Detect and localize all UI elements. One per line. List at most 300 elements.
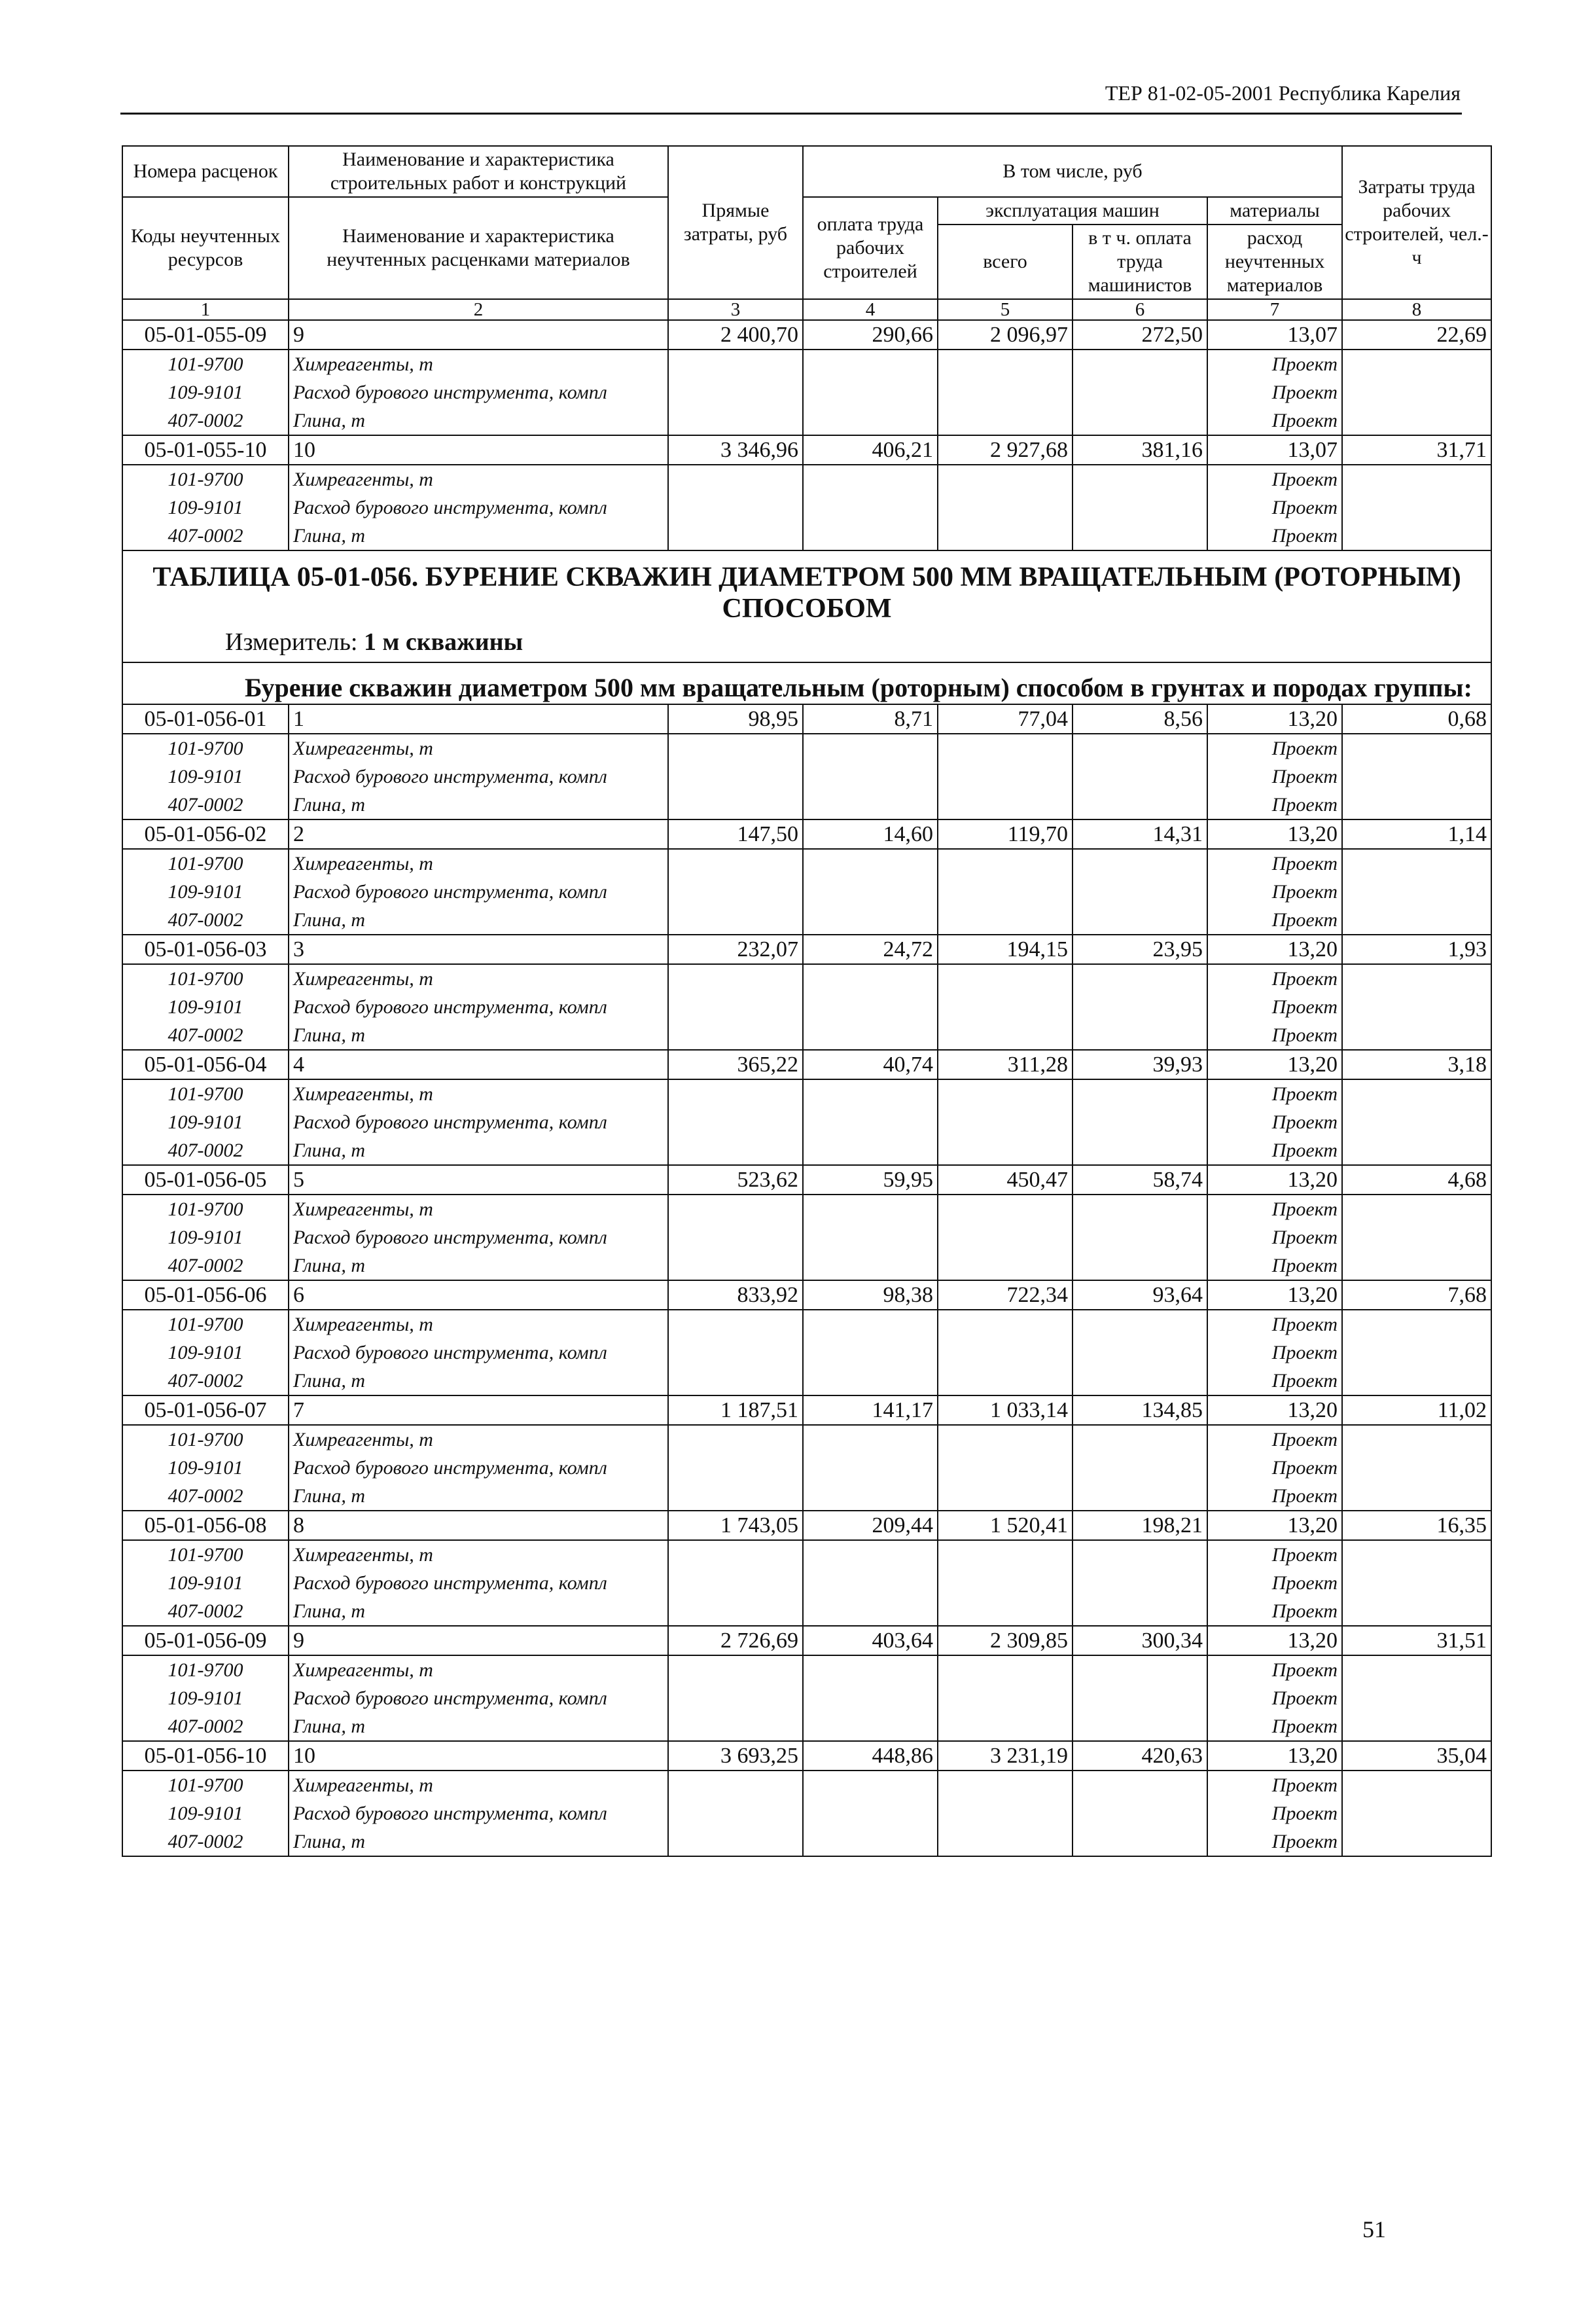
machine-labor-cost: 300,34 [1073, 1626, 1207, 1655]
resource-name: Расход бурового инструмента, компл [289, 1339, 668, 1367]
resource-row [122, 1195, 1491, 1223]
empty-cell [1073, 1223, 1207, 1251]
empty-cell [803, 1597, 938, 1626]
rate-code: 05-01-056-08 [122, 1511, 289, 1540]
table-body-main [122, 704, 1491, 1856]
table-row [122, 1511, 1491, 1540]
head-col1-bottom: Коды неучтенных ресурсов [122, 197, 289, 299]
empty-cell [938, 1540, 1073, 1569]
resource-code: 101-9700 [122, 1771, 289, 1799]
empty-cell [803, 1367, 938, 1395]
machine-labor-cost: 381,16 [1073, 435, 1207, 465]
empty-cell [1342, 1569, 1491, 1597]
resource-value: Проект [1207, 906, 1342, 935]
empty-cell [803, 1540, 938, 1569]
head-col6: в т ч. оплата труда машинистов [1073, 225, 1207, 299]
rate-name: 4 [289, 1050, 668, 1079]
resource-value: Проект [1207, 1339, 1342, 1367]
empty-cell [938, 494, 1073, 522]
rate-name: 10 [289, 435, 668, 465]
empty-cell [1342, 763, 1491, 791]
table-row [122, 320, 1491, 350]
empty-cell [803, 1251, 938, 1280]
empty-cell [938, 1425, 1073, 1454]
empty-cell [938, 763, 1073, 791]
empty-cell [938, 1195, 1073, 1223]
rate-code: 05-01-056-03 [122, 935, 289, 964]
labor-cost: 8,71 [803, 704, 938, 734]
direct-cost: 3 346,96 [668, 435, 803, 465]
resource-value: Проект [1207, 1482, 1342, 1511]
empty-cell [1073, 1482, 1207, 1511]
empty-cell [668, 1827, 803, 1856]
resource-name: Химреагенты, т [289, 350, 668, 378]
labor-hours: 22,69 [1342, 320, 1491, 350]
empty-cell [1073, 1367, 1207, 1395]
resource-code: 109-9101 [122, 1454, 289, 1482]
empty-cell [1073, 906, 1207, 935]
resource-row [122, 494, 1491, 522]
labor-hours: 1,93 [1342, 935, 1491, 964]
machine-labor-cost: 58,74 [1073, 1165, 1207, 1195]
head-group: В том числе, руб [803, 146, 1342, 197]
resource-row [122, 1597, 1491, 1626]
empty-cell [1342, 964, 1491, 993]
empty-cell [803, 1425, 938, 1454]
empty-cell [803, 1569, 938, 1597]
resource-row [122, 1251, 1491, 1280]
empty-cell [1073, 1655, 1207, 1684]
resource-value: Проект [1207, 763, 1342, 791]
table-row [122, 1741, 1491, 1771]
empty-cell [1342, 878, 1491, 906]
rate-code: 05-01-056-04 [122, 1050, 289, 1079]
labor-hours: 0,68 [1342, 704, 1491, 734]
empty-cell [1073, 1771, 1207, 1799]
empty-cell [668, 378, 803, 406]
header-rule [120, 113, 1462, 115]
empty-cell [938, 1827, 1073, 1856]
resource-code: 407-0002 [122, 406, 289, 435]
empty-cell [1342, 1655, 1491, 1684]
empty-cell [803, 1712, 938, 1741]
resource-row [122, 1655, 1491, 1684]
resource-name: Глина, т [289, 406, 668, 435]
empty-cell [668, 1195, 803, 1223]
rate-code: 05-01-056-09 [122, 1626, 289, 1655]
empty-cell [938, 1482, 1073, 1511]
resource-code: 407-0002 [122, 1021, 289, 1050]
resource-row [122, 1454, 1491, 1482]
machine-cost: 2 096,97 [938, 320, 1073, 350]
empty-cell [1342, 1482, 1491, 1511]
empty-cell [938, 906, 1073, 935]
machine-labor-cost: 23,95 [1073, 935, 1207, 964]
empty-cell [803, 849, 938, 878]
resource-code: 101-9700 [122, 1079, 289, 1108]
column-number: 2 [289, 299, 668, 320]
resource-code: 109-9101 [122, 378, 289, 406]
empty-cell [938, 1454, 1073, 1482]
resource-name: Химреагенты, т [289, 1310, 668, 1339]
empty-cell [668, 906, 803, 935]
empty-cell [1342, 1021, 1491, 1050]
resource-code: 101-9700 [122, 350, 289, 378]
material-cost: 13,20 [1207, 1280, 1342, 1310]
labor-hours: 16,35 [1342, 1511, 1491, 1540]
rate-name: 2 [289, 819, 668, 849]
empty-cell [668, 1540, 803, 1569]
resource-value: Проект [1207, 522, 1342, 550]
empty-cell [1342, 791, 1491, 819]
resource-row [122, 1136, 1491, 1165]
resource-value: Проект [1207, 1799, 1342, 1827]
rate-name: 10 [289, 1741, 668, 1771]
measure-value: 1 м скважины [364, 628, 523, 656]
resource-value: Проект [1207, 1454, 1342, 1482]
column-number: 6 [1073, 299, 1207, 320]
labor-hours: 3,18 [1342, 1050, 1491, 1079]
empty-cell [1342, 993, 1491, 1021]
resource-name: Расход бурового инструмента, компл [289, 878, 668, 906]
resource-row [122, 465, 1491, 494]
empty-cell [668, 1108, 803, 1136]
resource-value: Проект [1207, 1771, 1342, 1799]
empty-cell [1342, 1108, 1491, 1136]
resource-value: Проект [1207, 1540, 1342, 1569]
empty-cell [803, 1310, 938, 1339]
empty-cell [938, 350, 1073, 378]
empty-cell [668, 1482, 803, 1511]
resource-row [122, 964, 1491, 993]
empty-cell [1073, 1021, 1207, 1050]
empty-cell [938, 1136, 1073, 1165]
table-title: ТАБЛИЦА 05-01-056. БУРЕНИЕ СКВАЖИН ДИАМЕТРОМ 500 ММ ВРАЩАТЕЛЬНЫМ (РОТОРНЫМ) СПОСОБОМ [152, 562, 1461, 624]
empty-cell [1342, 1771, 1491, 1799]
empty-cell [938, 378, 1073, 406]
resource-value: Проект [1207, 993, 1342, 1021]
empty-cell [668, 1339, 803, 1367]
empty-cell [938, 522, 1073, 550]
machine-labor-cost: 8,56 [1073, 704, 1207, 734]
resource-value: Проект [1207, 734, 1342, 763]
resource-row [122, 849, 1491, 878]
direct-cost: 147,50 [668, 819, 803, 849]
empty-cell [803, 906, 938, 935]
resource-name: Химреагенты, т [289, 1771, 668, 1799]
empty-cell [1342, 1540, 1491, 1569]
empty-cell [668, 1454, 803, 1482]
resource-name: Расход бурового инструмента, компл [289, 993, 668, 1021]
empty-cell [803, 763, 938, 791]
resource-name: Глина, т [289, 1021, 668, 1050]
table-row [122, 1395, 1491, 1425]
resource-row [122, 1079, 1491, 1108]
direct-cost: 3 693,25 [668, 1741, 803, 1771]
empty-cell [1073, 791, 1207, 819]
resource-name: Расход бурового инструмента, компл [289, 1569, 668, 1597]
empty-cell [668, 1079, 803, 1108]
empty-cell [1342, 1195, 1491, 1223]
rate-name: 8 [289, 1511, 668, 1540]
resource-code: 101-9700 [122, 1425, 289, 1454]
resource-row [122, 1540, 1491, 1569]
empty-cell [803, 791, 938, 819]
resource-code: 407-0002 [122, 1597, 289, 1626]
column-number: 1 [122, 299, 289, 320]
column-number: 8 [1342, 299, 1491, 320]
labor-hours: 4,68 [1342, 1165, 1491, 1195]
resource-value: Проект [1207, 1310, 1342, 1339]
empty-cell [1073, 406, 1207, 435]
empty-cell [668, 522, 803, 550]
resource-row [122, 1482, 1491, 1511]
resource-value: Проект [1207, 378, 1342, 406]
resource-code: 109-9101 [122, 763, 289, 791]
resource-name: Химреагенты, т [289, 1425, 668, 1454]
direct-cost: 1 187,51 [668, 1395, 803, 1425]
column-number: 5 [938, 299, 1073, 320]
machine-labor-cost: 14,31 [1073, 819, 1207, 849]
labor-hours: 1,14 [1342, 819, 1491, 849]
resource-name: Химреагенты, т [289, 465, 668, 494]
labor-cost: 448,86 [803, 1741, 938, 1771]
empty-cell [938, 1021, 1073, 1050]
resource-row [122, 1223, 1491, 1251]
material-cost: 13,07 [1207, 435, 1342, 465]
resource-name: Химреагенты, т [289, 849, 668, 878]
empty-cell [1342, 1799, 1491, 1827]
empty-cell [668, 1310, 803, 1339]
empty-cell [938, 1251, 1073, 1280]
machine-cost: 1 033,14 [938, 1395, 1073, 1425]
empty-cell [1073, 1136, 1207, 1165]
empty-cell [803, 1339, 938, 1367]
resource-row [122, 993, 1491, 1021]
table-row [122, 1165, 1491, 1195]
empty-cell [938, 791, 1073, 819]
table-body-top [122, 320, 1491, 550]
empty-cell [938, 1771, 1073, 1799]
empty-cell [1073, 1251, 1207, 1280]
empty-cell [1342, 494, 1491, 522]
empty-cell [803, 1021, 938, 1050]
resource-value: Проект [1207, 1223, 1342, 1251]
resource-row [122, 1771, 1491, 1799]
page-header: ТЕР 81-02-05-2001 Республика Карелия [1105, 81, 1461, 105]
head-col3: Прямые затраты, руб [668, 146, 803, 299]
empty-cell [938, 993, 1073, 1021]
resource-row [122, 791, 1491, 819]
labor-hours: 31,71 [1342, 435, 1491, 465]
empty-cell [803, 1771, 938, 1799]
empty-cell [803, 1684, 938, 1712]
rate-code: 05-01-055-10 [122, 435, 289, 465]
material-cost: 13,20 [1207, 819, 1342, 849]
table-row [122, 1280, 1491, 1310]
resource-value: Проект [1207, 1136, 1342, 1165]
empty-cell [803, 1136, 938, 1165]
resource-value: Проект [1207, 1079, 1342, 1108]
resource-value: Проект [1207, 1712, 1342, 1741]
resource-code: 109-9101 [122, 494, 289, 522]
empty-cell [1073, 378, 1207, 406]
column-number: 3 [668, 299, 803, 320]
machine-labor-cost: 420,63 [1073, 1741, 1207, 1771]
labor-cost: 40,74 [803, 1050, 938, 1079]
empty-cell [803, 1655, 938, 1684]
table-row [122, 1626, 1491, 1655]
resource-code: 109-9101 [122, 1223, 289, 1251]
resource-value: Проект [1207, 791, 1342, 819]
resource-name: Глина, т [289, 906, 668, 935]
empty-cell [1073, 1540, 1207, 1569]
resource-name: Расход бурового инструмента, компл [289, 1223, 668, 1251]
machine-labor-cost: 198,21 [1073, 1511, 1207, 1540]
empty-cell [668, 350, 803, 378]
resource-value: Проект [1207, 406, 1342, 435]
labor-cost: 14,60 [803, 819, 938, 849]
empty-cell [938, 734, 1073, 763]
resource-name: Глина, т [289, 1827, 668, 1856]
empty-cell [938, 964, 1073, 993]
empty-cell [668, 1771, 803, 1799]
material-cost: 13,20 [1207, 704, 1342, 734]
resource-name: Глина, т [289, 1136, 668, 1165]
resource-code: 407-0002 [122, 1712, 289, 1741]
resource-name: Химреагенты, т [289, 734, 668, 763]
empty-cell [1073, 1079, 1207, 1108]
machine-labor-cost: 93,64 [1073, 1280, 1207, 1310]
labor-cost: 141,17 [803, 1395, 938, 1425]
empty-cell [938, 406, 1073, 435]
empty-cell [1073, 1712, 1207, 1741]
rate-code: 05-01-056-01 [122, 704, 289, 734]
empty-cell [668, 1251, 803, 1280]
table-row [122, 704, 1491, 734]
empty-cell [938, 1310, 1073, 1339]
rate-name: 1 [289, 704, 668, 734]
resource-code: 101-9700 [122, 1195, 289, 1223]
head-col4: оплата труда рабочих строителей [803, 197, 938, 299]
resource-row [122, 1367, 1491, 1395]
head-col1-top: Номера расценок [122, 146, 289, 197]
empty-cell [938, 849, 1073, 878]
measure-label: Измеритель: [225, 628, 358, 656]
empty-cell [668, 406, 803, 435]
resource-value: Проект [1207, 1021, 1342, 1050]
empty-cell [1073, 1684, 1207, 1712]
empty-cell [1342, 522, 1491, 550]
empty-cell [1073, 494, 1207, 522]
empty-cell [938, 1684, 1073, 1712]
empty-cell [803, 378, 938, 406]
empty-cell [938, 1597, 1073, 1626]
direct-cost: 2 400,70 [668, 320, 803, 350]
empty-cell [1073, 1827, 1207, 1856]
rate-name: 6 [289, 1280, 668, 1310]
machine-cost: 450,47 [938, 1165, 1073, 1195]
resource-row [122, 378, 1491, 406]
rate-name: 9 [289, 320, 668, 350]
empty-cell [938, 878, 1073, 906]
price-table [122, 145, 1492, 1857]
resource-code: 407-0002 [122, 1827, 289, 1856]
empty-cell [668, 494, 803, 522]
empty-cell [1073, 465, 1207, 494]
empty-cell [1073, 1108, 1207, 1136]
head-col8: Затраты труда рабочих строителей, чел.-ч [1342, 146, 1491, 299]
empty-cell [1342, 1425, 1491, 1454]
empty-cell [668, 1597, 803, 1626]
empty-cell [1073, 763, 1207, 791]
labor-cost: 59,95 [803, 1165, 938, 1195]
empty-cell [668, 964, 803, 993]
empty-cell [668, 1021, 803, 1050]
resource-code: 109-9101 [122, 1108, 289, 1136]
empty-cell [803, 878, 938, 906]
machine-cost: 194,15 [938, 935, 1073, 964]
empty-cell [1073, 1799, 1207, 1827]
empty-cell [1342, 1251, 1491, 1280]
empty-cell [1073, 522, 1207, 550]
resource-value: Проект [1207, 849, 1342, 878]
resource-name: Химреагенты, т [289, 1079, 668, 1108]
empty-cell [1342, 1079, 1491, 1108]
material-cost: 13,20 [1207, 1050, 1342, 1079]
material-cost: 13,20 [1207, 1511, 1342, 1540]
resource-row [122, 1425, 1491, 1454]
resource-name: Расход бурового инструмента, компл [289, 494, 668, 522]
resource-name: Глина, т [289, 1251, 668, 1280]
machine-cost: 77,04 [938, 704, 1073, 734]
table-header [122, 146, 1491, 320]
resource-value: Проект [1207, 350, 1342, 378]
resource-code: 101-9700 [122, 964, 289, 993]
column-number: 4 [803, 299, 938, 320]
resource-value: Проект [1207, 494, 1342, 522]
empty-cell [1073, 1339, 1207, 1367]
machine-cost: 2 309,85 [938, 1626, 1073, 1655]
resource-name: Глина, т [289, 1712, 668, 1741]
head-col5: всего [938, 225, 1073, 299]
machine-cost: 2 927,68 [938, 435, 1073, 465]
head-col2-bottom: Наименование и характеристика неучтенных расценками материалов [289, 197, 668, 299]
labor-cost: 403,64 [803, 1626, 938, 1655]
empty-cell [803, 494, 938, 522]
rate-code: 05-01-056-10 [122, 1741, 289, 1771]
empty-cell [668, 791, 803, 819]
empty-cell [1073, 878, 1207, 906]
resource-row [122, 878, 1491, 906]
empty-cell [803, 1454, 938, 1482]
empty-cell [803, 465, 938, 494]
empty-cell [1342, 1597, 1491, 1626]
resource-code: 101-9700 [122, 734, 289, 763]
empty-cell [1073, 993, 1207, 1021]
empty-cell [668, 1655, 803, 1684]
resource-code: 407-0002 [122, 1136, 289, 1165]
resource-row [122, 906, 1491, 935]
labor-cost: 290,66 [803, 320, 938, 350]
resource-code: 101-9700 [122, 1540, 289, 1569]
resource-code: 407-0002 [122, 1482, 289, 1511]
resource-code: 101-9700 [122, 849, 289, 878]
table-row [122, 819, 1491, 849]
empty-cell [1342, 1310, 1491, 1339]
labor-cost: 98,38 [803, 1280, 938, 1310]
resource-value: Проект [1207, 878, 1342, 906]
